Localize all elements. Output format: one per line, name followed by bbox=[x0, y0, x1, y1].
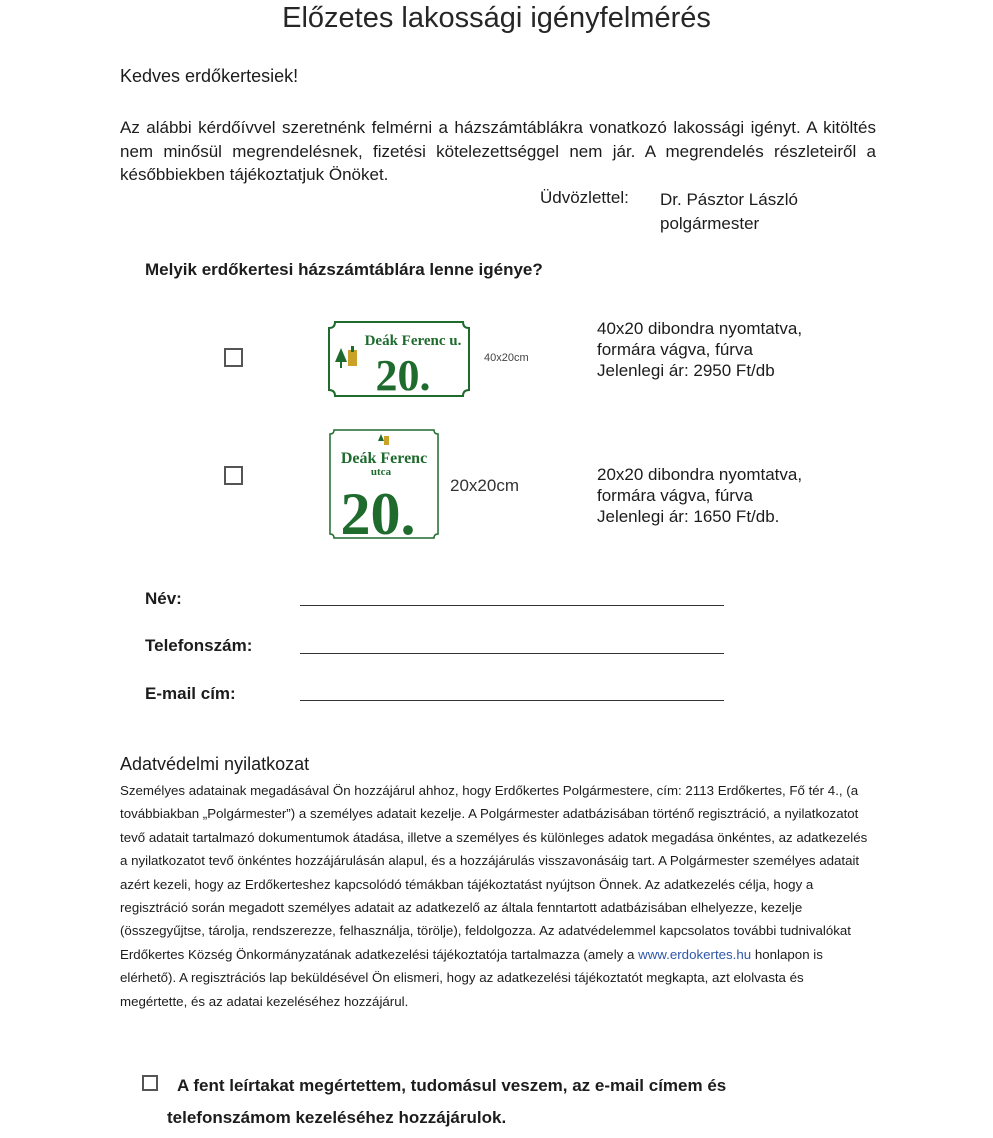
email-label: E-mail cím: bbox=[145, 684, 236, 703]
plate-40x20-size: 40x20cm bbox=[484, 352, 529, 364]
plate-40x20-number: 20. bbox=[375, 351, 431, 398]
privacy-text bbox=[120, 779, 872, 1013]
option-20x20-desc-line2: formára vágva, fúrva bbox=[597, 486, 753, 505]
option-40x20-checkbox[interactable] bbox=[224, 348, 243, 367]
consent-checkbox[interactable] bbox=[142, 1075, 158, 1091]
phone-field[interactable] bbox=[300, 653, 724, 654]
privacy-title: Adatvédelmi nyilatkozat bbox=[120, 754, 310, 774]
plate-20x20-street: Deák Ferenc bbox=[340, 450, 428, 467]
email-field[interactable] bbox=[300, 700, 724, 701]
signature-name: Dr. Pásztor László bbox=[660, 190, 798, 209]
plate-question: Melyik erdőkertesi házszámtáblára lenne igénye? bbox=[145, 260, 543, 279]
option-20x20-checkbox[interactable] bbox=[224, 466, 243, 485]
option-40x20-desc-line1: 40x20 dibondra nyomtatva, bbox=[597, 319, 803, 338]
website-link[interactable]: www.erdokertes.hu bbox=[638, 946, 752, 962]
plate-20x20-number: 20. bbox=[340, 481, 416, 540]
option-40x20-price: Jelenlegi ár: 2950 Ft/db bbox=[597, 361, 775, 380]
plate-20x20-size: 20x20cm bbox=[450, 476, 519, 495]
consent-line1: A fent leírtakat megértettem, tudomásul veszem, az e-mail címem és bbox=[177, 1076, 727, 1095]
signature-block bbox=[660, 188, 798, 236]
option-40x20-description bbox=[597, 318, 802, 381]
consent-line2: telefonszámom kezeléséhez hozzájárulok. bbox=[167, 1108, 507, 1127]
name-field[interactable] bbox=[300, 605, 724, 606]
greeting: Kedves erdőkertesiek! bbox=[120, 66, 299, 86]
option-20x20-description bbox=[597, 464, 802, 527]
option-20x20-desc-line1: 20x20 dibondra nyomtatva, bbox=[597, 465, 803, 484]
signature-label: Üdvözlettel: bbox=[540, 188, 629, 207]
option-40x20-desc-line2: formára vágva, fúrva bbox=[597, 340, 753, 359]
plate-20x20-street-type: utca bbox=[370, 466, 392, 478]
plate-20x20-image bbox=[328, 428, 440, 540]
signature-role: polgármester bbox=[660, 214, 760, 233]
option-20x20-price: Jelenlegi ár: 1650 Ft/db. bbox=[597, 507, 780, 526]
page-title: Előzetes lakossági igényfelmérés bbox=[282, 2, 711, 34]
intro-paragraph: Az alábbi kérdőívvel szeretnénk felmérni a házszámtáblákra vonatkozó lakossági igényt. A kitöltés nem minősül megrendelésnek, fizetési kötelezettséggel nem jár. A megrendelés részleteiről a későbbiekben tájékoztatjuk Önöket. bbox=[120, 118, 876, 184]
privacy-text-part2: honlapon is elérhető). A regisztrációs lap beküldésével Ön elismeri, hogy az adatkezelési tájékoztatót megkapta, azt elolvasta és megértette, és az adatai kezeléséhez hozzájárul. bbox=[120, 946, 823, 1009]
name-label: Név: bbox=[145, 589, 182, 608]
phone-label: Telefonszám: bbox=[145, 636, 253, 655]
plate-40x20-street: Deák Ferenc u. bbox=[364, 333, 462, 349]
consent-text bbox=[167, 1070, 797, 1134]
plate-40x20-image bbox=[327, 320, 471, 398]
privacy-text-part1: Személyes adatainak megadásával Ön hozzájárul ahhoz, hogy Erdőkertes Polgármestere, cím: 2113 Erdőkertes, Fő tér 4., (a továbbiakban „Polgármester”) a személyes adatait kezelje. A Polgármester adatbázisában történő regisztráció, a nyilatkozatot tevő adatait tartalmazó dokumentumok átadása, illetve a személyes és különleges adatok megadása önkéntes, az adatkezelés a nyilatkozatot tevő önkéntes hozzájárulásán alapul, és a hozzájárulás visszavonásáig tart. A Polgármester személyes adatait azért kezeli, hogy az Erdőkerteshez kapcsolódó témákban tájékoztatást nyújtson Önnek. Az adatkezelés célja, hogy a regisztráció során megadott személyes adatait az adatkezelő az általa fenntartott adatbázisában elhelyezze, kezelje (összegyűjtse, tárolja, rendszerezze, felhasználja, törölje), feldolgozza. Az adatvédelemmel kapcsolatos további tudnivalókat Erdőkertes Község Önkormányzatának adatkezelési tájékoztatója tartalmazza (amely a bbox=[120, 783, 868, 962]
